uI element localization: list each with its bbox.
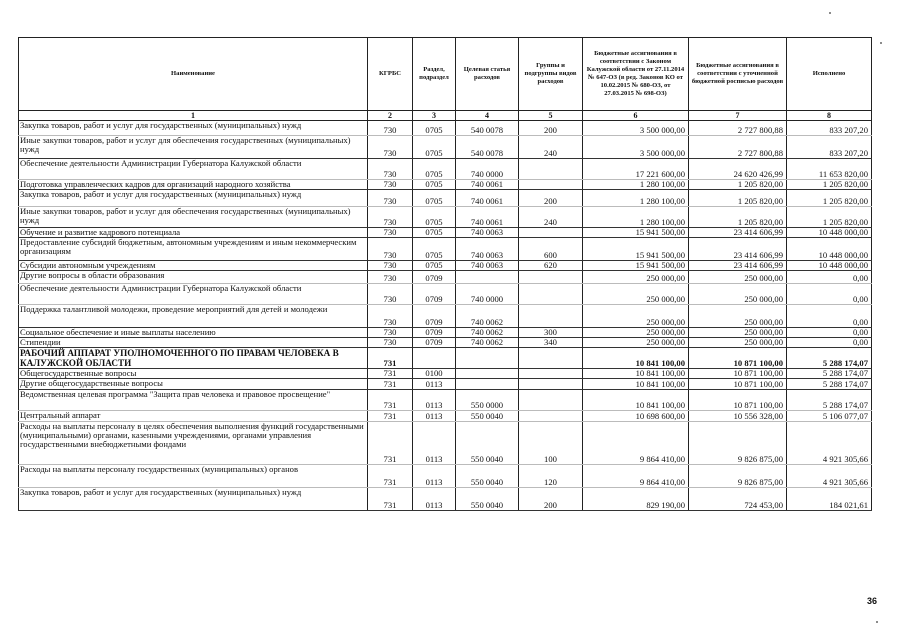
cell-name: Поддержка талантливой молодежи, проведение мероприятий для детей и молодежи — [19, 305, 368, 328]
cell-gruppa — [519, 369, 583, 379]
column-number: 3 — [413, 111, 456, 121]
cell-celevaya: 740 0062 — [456, 338, 519, 348]
cell-kgrbs: 730 — [368, 121, 413, 136]
cell-ispolneno: 0,00 — [787, 328, 872, 338]
cell-budget-law: 1 280 100,00 — [583, 180, 689, 190]
header-budget-refined: Бюджетные ассигнования в соответствии с уточненной бюджетной росписью расходов — [689, 38, 787, 111]
cell-razdel: 0705 — [413, 136, 456, 159]
cell-budget-refined: 250 000,00 — [689, 338, 787, 348]
cell-budget-law: 15 941 500,00 — [583, 261, 689, 271]
table-row — [19, 369, 872, 379]
cell-budget-refined: 23 414 606,99 — [689, 228, 787, 238]
cell-name: Расходы на выплаты персоналу в целях обеспечения выполнения функций государственными (муниципальными) органами, казенными учреждениями, органами управления государственными внебюджетными фондами — [19, 422, 368, 465]
cell-name: Ведомственная целевая программа "Защита прав человека и правовое просвещение" — [19, 390, 368, 411]
cell-razdel: 0113 — [413, 379, 456, 390]
column-number-row — [19, 111, 872, 121]
cell-budget-law: 17 221 600,00 — [583, 159, 689, 180]
cell-budget-refined: 250 000,00 — [689, 271, 787, 284]
cell-kgrbs: 730 — [368, 180, 413, 190]
table-row — [19, 159, 872, 180]
cell-name: Предоставление субсидий бюджетным, автономным учреждениям и иным некоммерческим организациям — [19, 238, 368, 261]
cell-budget-refined: 1 205 820,00 — [689, 207, 787, 228]
cell-budget-refined: 1 205 820,00 — [689, 180, 787, 190]
cell-gruppa: 200 — [519, 121, 583, 136]
cell-razdel: 0113 — [413, 465, 456, 488]
cell-budget-refined: 724 453,00 — [689, 488, 787, 511]
cell-gruppa — [519, 390, 583, 411]
table-row — [19, 207, 872, 228]
cell-ispolneno: 10 448 000,00 — [787, 238, 872, 261]
cell-razdel: 0100 — [413, 369, 456, 379]
cell-ispolneno: 0,00 — [787, 271, 872, 284]
cell-name: Другие общегосударственные вопросы — [19, 379, 368, 390]
scan-speck — [880, 42, 882, 44]
cell-razdel: 0705 — [413, 207, 456, 228]
cell-budget-refined: 2 727 800,88 — [689, 136, 787, 159]
table-row — [19, 328, 872, 338]
cell-ispolneno: 1 205 820,00 — [787, 207, 872, 228]
cell-ispolneno: 4 921 305,66 — [787, 465, 872, 488]
column-number: 1 — [19, 111, 368, 121]
cell-celevaya: 740 0063 — [456, 238, 519, 261]
cell-budget-refined: 250 000,00 — [689, 284, 787, 305]
cell-kgrbs: 731 — [368, 348, 413, 369]
cell-gruppa — [519, 228, 583, 238]
cell-gruppa: 100 — [519, 422, 583, 465]
cell-kgrbs: 730 — [368, 207, 413, 228]
cell-budget-refined: 9 826 875,00 — [689, 422, 787, 465]
cell-budget-refined: 10 871 100,00 — [689, 390, 787, 411]
cell-gruppa: 240 — [519, 136, 583, 159]
cell-budget-refined: 2 727 800,88 — [689, 121, 787, 136]
cell-celevaya: 740 0000 — [456, 159, 519, 180]
cell-name: Подготовка управленческих кадров для организаций народного хозяйства — [19, 180, 368, 190]
cell-ispolneno: 0,00 — [787, 338, 872, 348]
cell-celevaya: 740 0062 — [456, 305, 519, 328]
table-row — [19, 379, 872, 390]
cell-ispolneno: 1 205 820,00 — [787, 180, 872, 190]
page-number: 36 — [866, 596, 877, 606]
cell-gruppa: 600 — [519, 238, 583, 261]
cell-ispolneno: 5 106 077,07 — [787, 411, 872, 422]
cell-gruppa: 300 — [519, 328, 583, 338]
cell-razdel: 0709 — [413, 271, 456, 284]
scan-speck — [829, 12, 831, 14]
cell-celevaya: 550 0040 — [456, 411, 519, 422]
cell-name: Другие вопросы в области образования — [19, 271, 368, 284]
cell-kgrbs: 731 — [368, 369, 413, 379]
table-row — [19, 228, 872, 238]
cell-ispolneno: 11 653 820,00 — [787, 159, 872, 180]
header-ispolneno: Исполнено — [787, 38, 872, 111]
cell-celevaya: 740 0061 — [456, 190, 519, 207]
cell-gruppa — [519, 180, 583, 190]
cell-budget-law: 10 841 100,00 — [583, 369, 689, 379]
cell-kgrbs: 730 — [368, 284, 413, 305]
cell-celevaya: 740 0063 — [456, 261, 519, 271]
cell-razdel: 0705 — [413, 238, 456, 261]
cell-budget-law: 10 841 100,00 — [583, 348, 689, 369]
cell-celevaya: 550 0040 — [456, 422, 519, 465]
cell-gruppa — [519, 379, 583, 390]
cell-budget-refined: 1 205 820,00 — [689, 190, 787, 207]
cell-razdel: 0113 — [413, 422, 456, 465]
cell-gruppa: 620 — [519, 261, 583, 271]
cell-kgrbs: 730 — [368, 238, 413, 261]
cell-kgrbs: 731 — [368, 411, 413, 422]
cell-celevaya: 550 0040 — [456, 465, 519, 488]
cell-budget-law: 15 941 500,00 — [583, 228, 689, 238]
cell-ispolneno: 5 288 174,07 — [787, 379, 872, 390]
cell-name: Центральный аппарат — [19, 411, 368, 422]
cell-razdel: 0709 — [413, 338, 456, 348]
cell-gruppa — [519, 305, 583, 328]
table-row — [19, 465, 872, 488]
cell-budget-law: 250 000,00 — [583, 305, 689, 328]
cell-budget-law: 15 941 500,00 — [583, 238, 689, 261]
cell-razdel: 0705 — [413, 261, 456, 271]
cell-kgrbs: 730 — [368, 159, 413, 180]
table-row — [19, 261, 872, 271]
cell-name: Закупка товаров, работ и услуг для государственных (муниципальных) нужд — [19, 488, 368, 511]
cell-kgrbs: 730 — [368, 136, 413, 159]
cell-budget-law: 3 500 000,00 — [583, 136, 689, 159]
table-row — [19, 136, 872, 159]
header-razdel: Раздел, подраздел — [413, 38, 456, 111]
cell-gruppa — [519, 284, 583, 305]
cell-celevaya: 740 0063 — [456, 228, 519, 238]
cell-budget-law: 10 841 100,00 — [583, 390, 689, 411]
cell-ispolneno: 833 207,20 — [787, 121, 872, 136]
cell-kgrbs: 731 — [368, 465, 413, 488]
cell-kgrbs: 730 — [368, 190, 413, 207]
cell-razdel — [413, 348, 456, 369]
cell-budget-refined: 23 414 606,99 — [689, 238, 787, 261]
table-row — [19, 411, 872, 422]
cell-celevaya: 540 0078 — [456, 136, 519, 159]
cell-celevaya — [456, 271, 519, 284]
header-budget-law: Бюджетные ассигнования в соответствии с Законом Калужской области от 27.11.2014 № 647-ОЗ (в ред. Законов КО от 10.02.2015 № 680-ОЗ, от 27.03.2015 № 698-ОЗ) — [583, 38, 689, 111]
cell-name: Закупка товаров, работ и услуг для государственных (муниципальных) нужд — [19, 190, 368, 207]
cell-name: Субсидии автономным учреждениям — [19, 261, 368, 271]
cell-budget-law: 1 280 100,00 — [583, 207, 689, 228]
cell-razdel: 0113 — [413, 488, 456, 511]
cell-ispolneno: 10 448 000,00 — [787, 228, 872, 238]
cell-ispolneno: 5 288 174,07 — [787, 348, 872, 369]
cell-celevaya: 550 0000 — [456, 390, 519, 411]
cell-ispolneno: 10 448 000,00 — [787, 261, 872, 271]
cell-ispolneno: 833 207,20 — [787, 136, 872, 159]
cell-celevaya — [456, 348, 519, 369]
cell-name: Социальное обеспечение и иные выплаты населению — [19, 328, 368, 338]
cell-budget-refined: 23 414 606,99 — [689, 261, 787, 271]
cell-gruppa — [519, 271, 583, 284]
table-body — [19, 121, 872, 511]
cell-name: РАБОЧИЙ АППАРАТ УПОЛНОМОЧЕННОГО ПО ПРАВАМ ЧЕЛОВЕКА В КАЛУЖСКОЙ ОБЛАСТИ — [19, 348, 368, 369]
column-number: 7 — [689, 111, 787, 121]
column-number: 6 — [583, 111, 689, 121]
cell-gruppa — [519, 159, 583, 180]
table-row — [19, 121, 872, 136]
cell-kgrbs: 730 — [368, 338, 413, 348]
cell-name: Иные закупки товаров, работ и услуг для обеспечения государственных (муниципальных) нужд — [19, 136, 368, 159]
cell-budget-refined: 9 826 875,00 — [689, 465, 787, 488]
cell-ispolneno: 1 205 820,00 — [787, 190, 872, 207]
cell-gruppa — [519, 348, 583, 369]
cell-budget-refined: 10 871 100,00 — [689, 379, 787, 390]
cell-gruppa: 340 — [519, 338, 583, 348]
cell-budget-law: 10 841 100,00 — [583, 379, 689, 390]
budget-execution-table — [18, 37, 872, 511]
cell-gruppa: 240 — [519, 207, 583, 228]
column-number: 5 — [519, 111, 583, 121]
cell-celevaya: 550 0040 — [456, 488, 519, 511]
table-row — [19, 284, 872, 305]
cell-budget-refined: 10 871 100,00 — [689, 369, 787, 379]
cell-gruppa: 200 — [519, 190, 583, 207]
cell-budget-refined: 10 871 100,00 — [689, 348, 787, 369]
cell-name: Обучение и развитие кадрового потенциала — [19, 228, 368, 238]
cell-razdel: 0705 — [413, 190, 456, 207]
cell-celevaya: 740 0061 — [456, 180, 519, 190]
table-row — [19, 338, 872, 348]
table-row — [19, 190, 872, 207]
cell-ispolneno: 5 288 174,07 — [787, 369, 872, 379]
cell-gruppa — [519, 411, 583, 422]
header-kgrbs: КГРБС — [368, 38, 413, 111]
cell-name: Обеспечение деятельности Администрации Губернатора Калужской области — [19, 284, 368, 305]
cell-name: Иные закупки товаров, работ и услуг для обеспечения государственных (муниципальных) нужд — [19, 207, 368, 228]
cell-budget-refined: 24 620 426,99 — [689, 159, 787, 180]
cell-ispolneno: 4 921 305,66 — [787, 422, 872, 465]
scan-speck — [876, 621, 878, 623]
cell-kgrbs: 730 — [368, 305, 413, 328]
cell-budget-law: 3 500 000,00 — [583, 121, 689, 136]
cell-budget-refined: 250 000,00 — [689, 328, 787, 338]
column-number: 2 — [368, 111, 413, 121]
cell-razdel: 0709 — [413, 328, 456, 338]
cell-kgrbs: 730 — [368, 271, 413, 284]
cell-budget-law: 1 280 100,00 — [583, 190, 689, 207]
cell-budget-law: 9 864 410,00 — [583, 422, 689, 465]
cell-celevaya: 740 0000 — [456, 284, 519, 305]
cell-budget-law: 9 864 410,00 — [583, 465, 689, 488]
column-number: 4 — [456, 111, 519, 121]
cell-ispolneno: 0,00 — [787, 284, 872, 305]
cell-ispolneno: 184 021,61 — [787, 488, 872, 511]
header-name: Наименование — [19, 38, 368, 111]
cell-razdel: 0705 — [413, 228, 456, 238]
table-row — [19, 422, 872, 465]
cell-name: Расходы на выплаты персоналу государственных (муниципальных) органов — [19, 465, 368, 488]
cell-kgrbs: 731 — [368, 390, 413, 411]
cell-name: Закупка товаров, работ и услуг для государственных (муниципальных) нужд — [19, 121, 368, 136]
cell-kgrbs: 730 — [368, 261, 413, 271]
table-row — [19, 305, 872, 328]
cell-name: Стипендии — [19, 338, 368, 348]
header-row — [19, 38, 872, 111]
cell-budget-law: 250 000,00 — [583, 338, 689, 348]
cell-celevaya — [456, 369, 519, 379]
cell-ispolneno: 0,00 — [787, 305, 872, 328]
header-celevaya: Целевая статья расходов — [456, 38, 519, 111]
cell-budget-law: 250 000,00 — [583, 328, 689, 338]
table-row — [19, 348, 872, 369]
cell-razdel: 0705 — [413, 121, 456, 136]
cell-razdel: 0705 — [413, 159, 456, 180]
cell-razdel: 0113 — [413, 411, 456, 422]
table-row — [19, 271, 872, 284]
cell-razdel: 0709 — [413, 305, 456, 328]
cell-budget-refined: 250 000,00 — [689, 305, 787, 328]
table-row — [19, 390, 872, 411]
cell-name: Общегосударственные вопросы — [19, 369, 368, 379]
table-row — [19, 488, 872, 511]
cell-budget-refined: 10 556 328,00 — [689, 411, 787, 422]
cell-celevaya: 740 0061 — [456, 207, 519, 228]
cell-budget-law: 10 698 600,00 — [583, 411, 689, 422]
cell-kgrbs: 731 — [368, 488, 413, 511]
cell-kgrbs: 731 — [368, 379, 413, 390]
cell-razdel: 0705 — [413, 180, 456, 190]
cell-ispolneno: 5 288 174,07 — [787, 390, 872, 411]
cell-gruppa: 200 — [519, 488, 583, 511]
cell-celevaya — [456, 379, 519, 390]
cell-kgrbs: 730 — [368, 328, 413, 338]
cell-name: Обеспечение деятельности Администрации Губернатора Калужской области — [19, 159, 368, 180]
cell-celevaya: 540 0078 — [456, 121, 519, 136]
header-gruppy: Группы и подгруппы видов расходов — [519, 38, 583, 111]
cell-kgrbs: 730 — [368, 228, 413, 238]
cell-budget-law: 250 000,00 — [583, 284, 689, 305]
table-row — [19, 180, 872, 190]
cell-gruppa: 120 — [519, 465, 583, 488]
cell-razdel: 0113 — [413, 390, 456, 411]
cell-budget-law: 829 190,00 — [583, 488, 689, 511]
table-row — [19, 238, 872, 261]
cell-budget-law: 250 000,00 — [583, 271, 689, 284]
column-number: 8 — [787, 111, 872, 121]
cell-razdel: 0709 — [413, 284, 456, 305]
cell-kgrbs: 731 — [368, 422, 413, 465]
cell-celevaya: 740 0062 — [456, 328, 519, 338]
